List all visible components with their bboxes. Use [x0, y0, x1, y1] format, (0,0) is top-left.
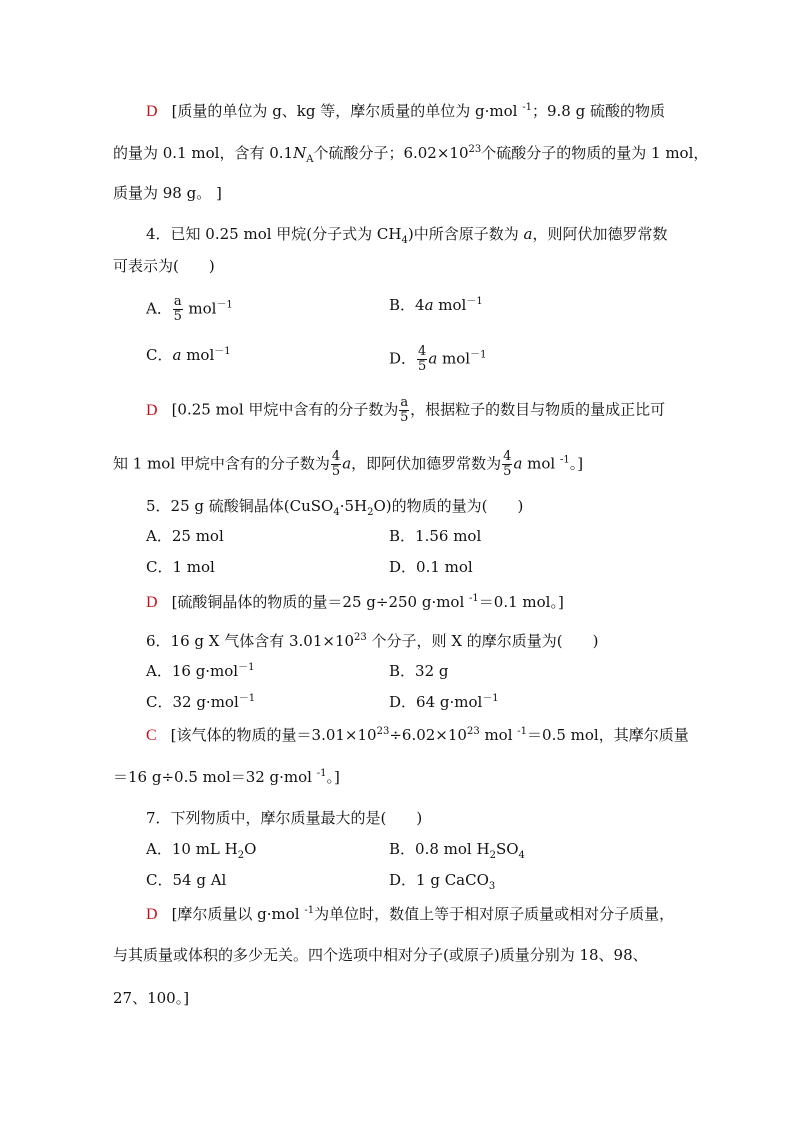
option-line: [146, 839, 256, 859]
fraction-denominator: 5: [418, 359, 427, 374]
text-run: 。]: [326, 768, 340, 786]
superscript: -1: [469, 593, 479, 604]
fraction-numerator: a: [400, 395, 409, 410]
option-line: [389, 526, 481, 546]
fraction: [399, 396, 409, 425]
text-run: ，即阿伏加德罗常数为: [351, 454, 502, 473]
superscript: －1: [466, 296, 483, 307]
superscript: 23: [466, 726, 480, 737]
text-line: [113, 183, 222, 203]
answer-line: [146, 101, 665, 122]
answer-line: [146, 592, 564, 613]
text-run: A．16 g·mol: [146, 662, 239, 680]
superscript: -1: [522, 102, 532, 113]
text-run: 个硫酸分子；6.02×10: [313, 144, 469, 162]
superscript: －1: [238, 693, 256, 704]
text-run: ，则阿伏加德罗常数: [532, 225, 668, 243]
text-run: D．1 g CaCO: [389, 871, 489, 889]
option-line: [389, 295, 483, 315]
answer-letter: D: [146, 401, 158, 419]
option-line: [389, 661, 448, 681]
text-run: mol: [479, 726, 518, 744]
text-run: 为单位时，数值上等于相对原子质量或相对分子质量，: [314, 905, 675, 923]
text-line: [113, 256, 215, 276]
text-run: [0.25 mol 甲烷中含有的分子数为: [171, 400, 399, 419]
text-line: [113, 945, 648, 965]
fraction-denominator: 5: [173, 309, 182, 324]
superscript: -1: [316, 768, 327, 779]
text-run: ＝0.1 mol。]: [478, 593, 564, 611]
text-run: B．1.56 mol: [389, 527, 482, 545]
answer-letter: D: [146, 594, 158, 611]
text-run: ；9.8 g 硫酸的物质: [531, 102, 665, 120]
superscript: －1: [482, 693, 499, 704]
answer-letter: D: [146, 103, 158, 120]
text-run: [: [171, 102, 178, 120]
subscript: 4: [518, 850, 525, 861]
text-run: 个硫酸分子的物质的量为 1 mol，: [481, 144, 709, 162]
text-run: A．: [146, 299, 172, 318]
fraction-denominator: 5: [331, 464, 341, 479]
fraction: [502, 450, 512, 479]
option-line: [146, 870, 226, 890]
text-line: [146, 631, 598, 651]
text-run: 知 1 mol 甲烷中含有的分子数为: [113, 454, 330, 473]
text-line: [146, 808, 422, 828]
text-run: A．10 mL H: [146, 840, 238, 858]
italic-symbol: a: [513, 454, 523, 473]
italic-symbol: a: [172, 346, 182, 364]
text-run: )中所含原子数为: [407, 225, 524, 243]
text-run: 个分子，则 X 的摩尔质量为( ): [366, 632, 599, 650]
text-run: 与其质量或体积的多少无关。四个选项中相对分子(或原子)质量分别为 18、98、: [113, 946, 648, 964]
text-run: mol: [183, 299, 217, 318]
subscript: 2: [489, 850, 496, 861]
subscript: 4: [333, 507, 340, 518]
text-line: [146, 224, 667, 244]
text-run: C．: [146, 346, 173, 364]
superscript: 23: [354, 632, 367, 643]
superscript: 23: [376, 726, 390, 737]
subscript: 2: [237, 850, 245, 861]
answer-letter: D: [146, 906, 158, 923]
superscript: 23: [468, 144, 482, 155]
text-run: 4．已知 0.25 mol 甲烷(分子式为 CH: [146, 225, 402, 243]
text-run: ＝16 g÷0.5 mol＝32 g·mol: [113, 768, 317, 786]
option-line: [146, 661, 255, 681]
text-run: 可表示为( ): [113, 257, 215, 275]
superscript: －1: [470, 349, 487, 361]
option-line: [389, 839, 525, 859]
option-line: [146, 345, 231, 365]
text-run: B．32 g: [389, 662, 449, 680]
text-run: ÷6.02×10: [389, 726, 467, 744]
text-run: 7．下列物质中，摩尔质量最大的是( ): [146, 809, 423, 827]
option-line: [146, 557, 215, 577]
text-run: [硫酸铜晶体的物质的量＝25 g÷250 g·mol: [171, 593, 470, 611]
subscript: 4: [401, 235, 408, 246]
option-line: [389, 557, 473, 577]
text-line: [146, 496, 523, 516]
text-line: [113, 450, 583, 479]
text-run: SO: [495, 840, 519, 858]
text-run: 的量为 0.1 mol，含有 0.1: [113, 144, 294, 162]
text-run: ·5H: [339, 497, 368, 515]
option-line: [146, 526, 224, 546]
text-line: [113, 767, 340, 787]
text-run: C．54 g Al: [146, 871, 227, 889]
option-line: [389, 870, 495, 890]
subscript: 3: [488, 881, 496, 892]
text-run: B．4: [389, 296, 425, 314]
text-run: 质量的单位为 g、kg 等，摩尔质量的单位为 g·mol: [177, 102, 523, 120]
text-run: mol: [433, 296, 467, 314]
text-run: 质量为 98 g。 ]: [113, 184, 222, 202]
italic-symbol: a: [523, 225, 533, 243]
text-run: B．0.8 mol H: [389, 840, 490, 858]
text-run: mol: [437, 349, 471, 368]
option-line: [389, 692, 499, 712]
superscript: －1: [214, 346, 231, 357]
superscript: －1: [238, 662, 255, 673]
text-run: 6．16 g X 气体含有 3.01×10: [146, 632, 355, 650]
fraction-denominator: 5: [503, 464, 512, 479]
text-run: [摩尔质量以 g·mol: [171, 905, 305, 923]
text-run: D．: [389, 349, 417, 368]
text-run: 5．25 g 硫酸铜晶体(CuSO: [146, 497, 334, 515]
fraction-numerator: 4: [503, 449, 512, 464]
answer-line: [146, 904, 674, 925]
option-line: [146, 692, 255, 712]
fraction: [417, 345, 427, 374]
text-run: 。]: [569, 454, 584, 473]
text-run: D．0.1 mol: [389, 558, 473, 576]
text-run: D．64 g·mol: [389, 693, 483, 711]
italic-symbol: a: [428, 349, 438, 368]
answer-line: [146, 396, 665, 425]
superscript: -1: [304, 905, 315, 916]
option-line: [389, 345, 486, 374]
text-line: [113, 988, 189, 1008]
fraction: [173, 295, 183, 324]
option-line: [146, 295, 233, 324]
fraction-denominator: 5: [400, 410, 409, 425]
text-run: 27、100。]: [113, 989, 190, 1007]
italic-symbol: N: [293, 144, 307, 162]
text-run: C．1 mol: [146, 558, 215, 576]
text-line: [113, 143, 708, 163]
text-run: [该气体的物质的量＝3.01×10: [170, 726, 377, 744]
fraction-numerator: 4: [331, 449, 341, 464]
superscript: -1: [559, 454, 570, 466]
italic-symbol: a: [424, 296, 434, 314]
text-run: O)的物质的量为( ): [373, 497, 524, 515]
text-run: ＝0.5 mol，其摩尔质量: [527, 726, 689, 744]
superscript: -1: [517, 726, 528, 737]
text-run: ，根据粒子的数目与物质的量成正比可: [410, 400, 666, 419]
text-run: O: [244, 840, 257, 858]
answer-line: [146, 725, 689, 746]
subscript: 2: [367, 507, 374, 518]
superscript: －1: [216, 299, 233, 311]
fraction: [331, 450, 341, 479]
fraction-numerator: a: [173, 294, 182, 309]
text-run: C．32 g·mol: [146, 693, 239, 711]
text-run: mol: [181, 346, 215, 364]
text-run: A．25 mol: [146, 527, 224, 545]
text-run: mol: [522, 454, 560, 473]
italic-symbol: a: [342, 454, 352, 473]
answer-letter: C: [146, 727, 157, 744]
subscript: A: [306, 154, 314, 165]
fraction-numerator: 4: [418, 344, 427, 359]
